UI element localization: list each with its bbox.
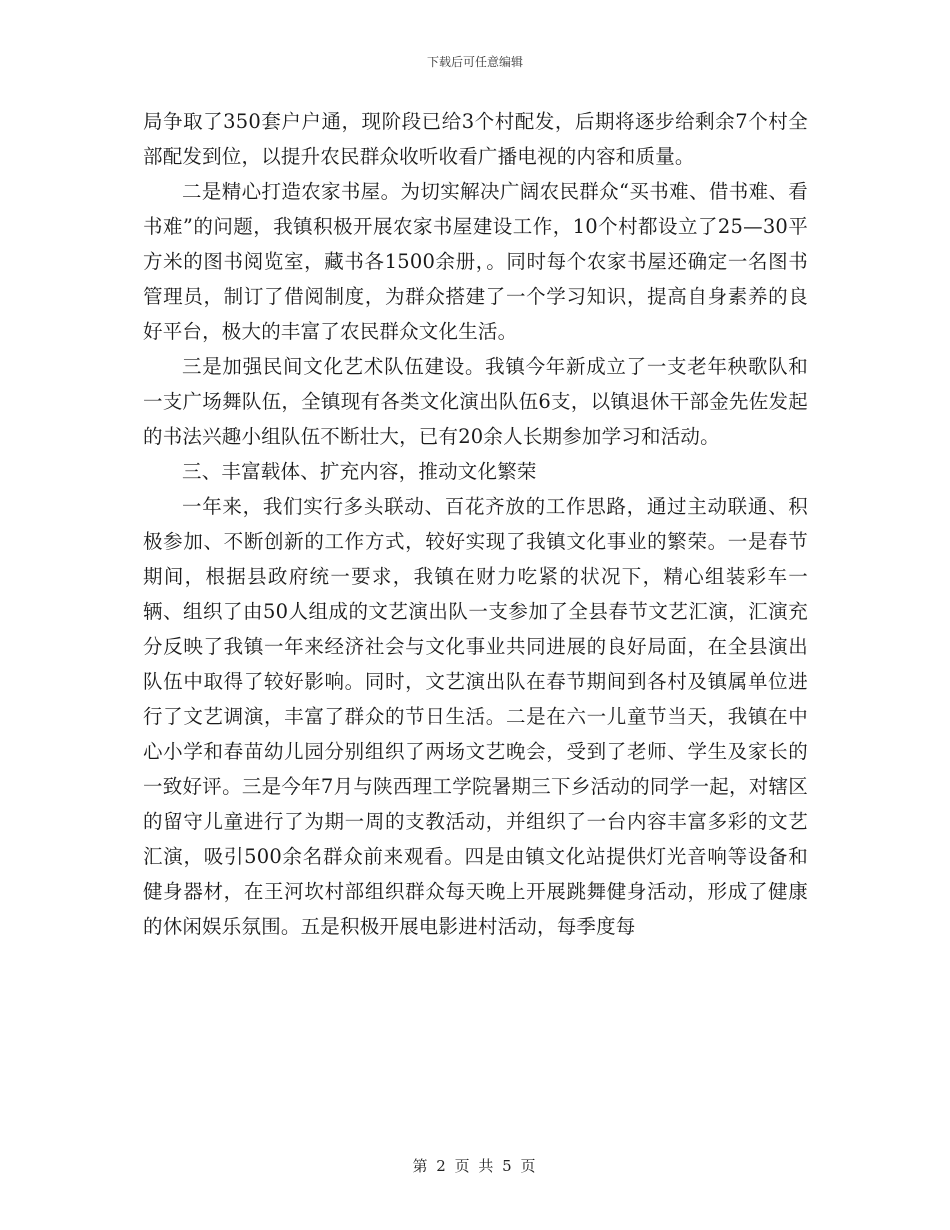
paragraph-cultural-activities: 一年来，我们实行多头联动、百花齐放的工作思路，通过主动联通、积极参加、不断创新的工作方式，较好实现了我镇文化事业的繁荣。一是春节期间，根据县政府统一要求，我镇在财力吃紧的状况下，精心组装彩车一辆、组织了由50人组成的文艺演出队一支参加了全县春节文艺汇演，汇演充分反映了我镇一年来经济社会与文化事业共同进展的良好局面，在全县演出队伍中取得了较好影响。同时，文艺演出队在春节期间到各村及镇属单位进行了文艺调演，丰富了群众的节日生活。二是在六一儿童节当天，我镇在中心小学和春苗幼儿园分别组织了两场文艺晚会，受到了老师、学生及家长的一致好评。三是今年7月与陕西理工学院暑期三下乡活动的同学一起，对辖区的留守儿童进行了为期一周的支教活动，并组织了一台内容丰富多彩的文艺汇演，吸引500余名群众前来观看。四是由镇文化站提供灯光音响等设备和健身器材，在王河坎村部组织群众每天晚上开展跳舞健身活动，形成了健康的休闲娱乐氛围。五是积极开展电影进村活动，每季度每 — [143, 495, 808, 938]
header-note: 下载后可任意编辑 — [426, 55, 523, 69]
page-number: 第 2 页 共 5 页 — [412, 1157, 538, 1175]
paragraph-farmhouse-library: 二是精心打造农家书屋。为切实解决广阔农民群众“买书难、借书难、看书难”的问题，我镇积极开展农家书屋建设工作，10个村都设立了25—30平方米的图书阅览室，藏书各1500余册，。同时每个农家书屋还确定一名图书管理员，制订了借阅制度，为群众搭建了一个学习知识，提高自身素养的良好平台，极大的丰富了农民群众文化生活。 — [143, 180, 808, 343]
paragraph-folk-art-troupes: 三是加强民间文化艺术队伍建设。我镇今年新成立了一支老年秧歌队和一支广场舞队伍，全镇现有各类文化演出队伍6支，以镇退休干部金先佐发起的书法兴趣小组队伍不断壮大，已有20余人长期参加学习和活动。 — [143, 355, 808, 448]
section-heading: 三、丰富载体、扩充内容，推动文化繁荣 — [182, 460, 537, 483]
paragraph-continuation: 局争取了350套户户通，现阶段已给3个村配发，后期将逐步给剩余7个村全部配发到位，以提升农民群众收听收看广播电视的内容和质量。 — [143, 110, 808, 168]
document-body — [143, 104, 808, 944]
